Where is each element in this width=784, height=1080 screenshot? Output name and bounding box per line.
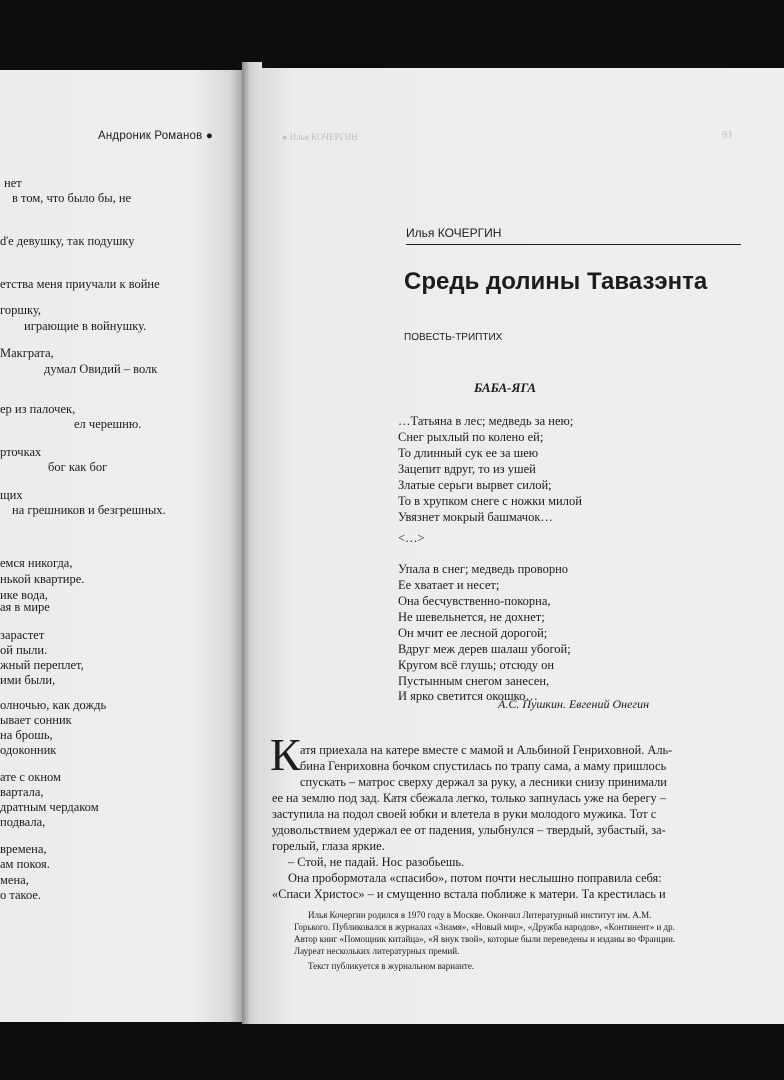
left-page	[0, 70, 242, 1022]
prose-line: – Стой, не падай. Нос разобьешь.	[288, 855, 465, 869]
epigraph-line: Пустынным снегом занесен,	[398, 674, 550, 688]
epigraph-line: Зацепит вдруг, то из ушей	[398, 462, 536, 476]
epigraph-line: Ее хватает и несет;	[398, 578, 500, 592]
poem-line: щих	[0, 488, 23, 502]
epigraph-line: Он мчит ее лесной дорогой;	[398, 626, 548, 640]
poem-line: играющие в войнушку.	[24, 319, 147, 333]
prose-line: Она пробормотала «спасибо», потом почти неслышно поправила себя:	[288, 871, 662, 885]
epigraph-line: Она бесчувственно-покорна,	[398, 594, 551, 608]
footnote-line: Текст публикуется в журнальном варианте.	[308, 961, 475, 971]
epigraph-attribution: А.С. Пушкин. Евгений Онегин	[498, 697, 650, 711]
prose-line: ее на землю под зад. Катя сбежала легко, только запнулась уже на берегу –	[272, 791, 667, 805]
poem-line: на грешников и безгрешных.	[12, 503, 166, 517]
prose-line: спускать – матрос сверху держал за руку, а лесники снизу принимали	[300, 775, 667, 789]
footnote-line: Илья Кочергин родился в 1970 году в Москве. Окончил Литературный институт им. А.М.	[308, 910, 652, 920]
poem-line: ывает сонник	[0, 713, 72, 727]
author-rule	[406, 244, 741, 245]
poem-line: думал Овидий – волк	[44, 362, 158, 376]
footnote-line: Лауреат нескольких литературных премий.	[294, 946, 460, 956]
poem-line: жный переплет,	[0, 658, 84, 672]
poem-line: горшку,	[0, 303, 41, 317]
poem-line: емся никогда,	[0, 556, 73, 570]
epigraph-line: То длинный сук ее за шею	[398, 446, 539, 460]
prose-line: «Спаси Христос» – и смущенно встала поближе к матери. Та крестилась и	[272, 887, 666, 901]
poem-line: подвала,	[0, 815, 46, 829]
poem-line: о такое.	[0, 888, 42, 902]
poem-line: ер из палочек,	[0, 402, 76, 416]
poem-line: нькой квартире.	[0, 572, 85, 586]
epigraph-line: Вдруг меж дерев шалаш убогой;	[398, 642, 571, 656]
epigraph-line: Златые серьги вырвет силой;	[398, 478, 552, 492]
poem-line: на брошь,	[0, 728, 53, 742]
author-name: Илья КОЧЕРГИН	[406, 226, 502, 240]
epigraph-line: То в хрупком снеге с ножки милой	[398, 494, 582, 508]
faint-running-head: ● Илья КОЧЕРГИН	[282, 132, 358, 142]
prose-line: бина Генриховна бочком спустилась по трапу сама, а маму пришлось	[300, 759, 667, 773]
poem-line: ая в мире	[0, 600, 50, 614]
story-title: Средь долины Тавазэнта	[404, 268, 708, 295]
epigraph-line: Увязнет мокрый башмачок…	[398, 510, 553, 524]
poem-line: одоконник	[0, 743, 57, 757]
poem-line: ими были,	[0, 673, 56, 687]
poem-line: ďе девушку, так подушку	[0, 234, 135, 248]
poem-line: мена,	[0, 873, 29, 887]
poem-line: етства меня приучали к войне	[0, 277, 160, 291]
genre-label: ПОВЕСТЬ-ТРИПТИХ	[404, 332, 503, 343]
poem-line: зарастет	[0, 628, 45, 642]
poem-line: времена,	[0, 842, 47, 856]
epigraph-line: Снег рыхлый по колено ей;	[398, 430, 544, 444]
right-page	[262, 68, 784, 1024]
poem-line: ой пыли.	[0, 643, 48, 657]
poem-line: вартала,	[0, 785, 44, 799]
poem-line: в том, что было бы, не	[12, 191, 132, 205]
poem-line: ам покоя.	[0, 857, 50, 871]
prose-line: горелый, глаза яркие.	[272, 839, 385, 853]
poem-line: олночью, как дождь	[0, 698, 107, 712]
poem-line: нет	[4, 176, 22, 190]
prose-line: атя приехала на катере вместе с мамой и Альбиной Генриховной. Аль-	[300, 743, 673, 757]
epigraph-line: Не шевельнется, не дохнет;	[398, 610, 545, 624]
poem-line: бог как бог	[48, 460, 108, 474]
chapter-title: БАБА-ЯГА	[474, 380, 536, 395]
book-gutter	[242, 62, 262, 1024]
epigraph-line: …Татьяна в лес; медведь за нею;	[398, 414, 574, 428]
page-number: 93	[722, 130, 732, 141]
prose-line: удовольствием удержал ее от падения, улыбнулся – твердый, зубастый, за-	[272, 823, 666, 837]
poem-line: ате с окном	[0, 770, 61, 784]
epigraph-line: Кругом всё глушь; отсюду он	[398, 658, 555, 672]
prose-line: заступила на подол своей юбки и влетела в руки молодого мужика. Тот с	[272, 807, 657, 821]
left-running-head: Андроник Романов ●	[98, 130, 213, 142]
drop-cap: К	[270, 729, 301, 780]
poem-line: дратным чердаком	[0, 800, 99, 814]
poem-line: ел черешню.	[74, 417, 142, 431]
poem-line: ике вода,	[0, 588, 48, 602]
poem-line: Макграта,	[0, 346, 54, 360]
footnote-line: Горького. Публиковался в журналах «Знамя», «Новый мир», «Дружба народов», «Континент» и др.	[294, 922, 675, 932]
epigraph-ellipsis: <…>	[398, 531, 425, 545]
epigraph-line: И ярко светится окошко…	[398, 689, 538, 703]
footnote-line: Автор книг «Помощник китайца», «Я внук твой», которые были переведены и изданы во Франции.	[294, 934, 676, 944]
poem-line: рточках	[0, 445, 42, 459]
epigraph-line: Упала в снег; медведь проворно	[398, 562, 569, 576]
